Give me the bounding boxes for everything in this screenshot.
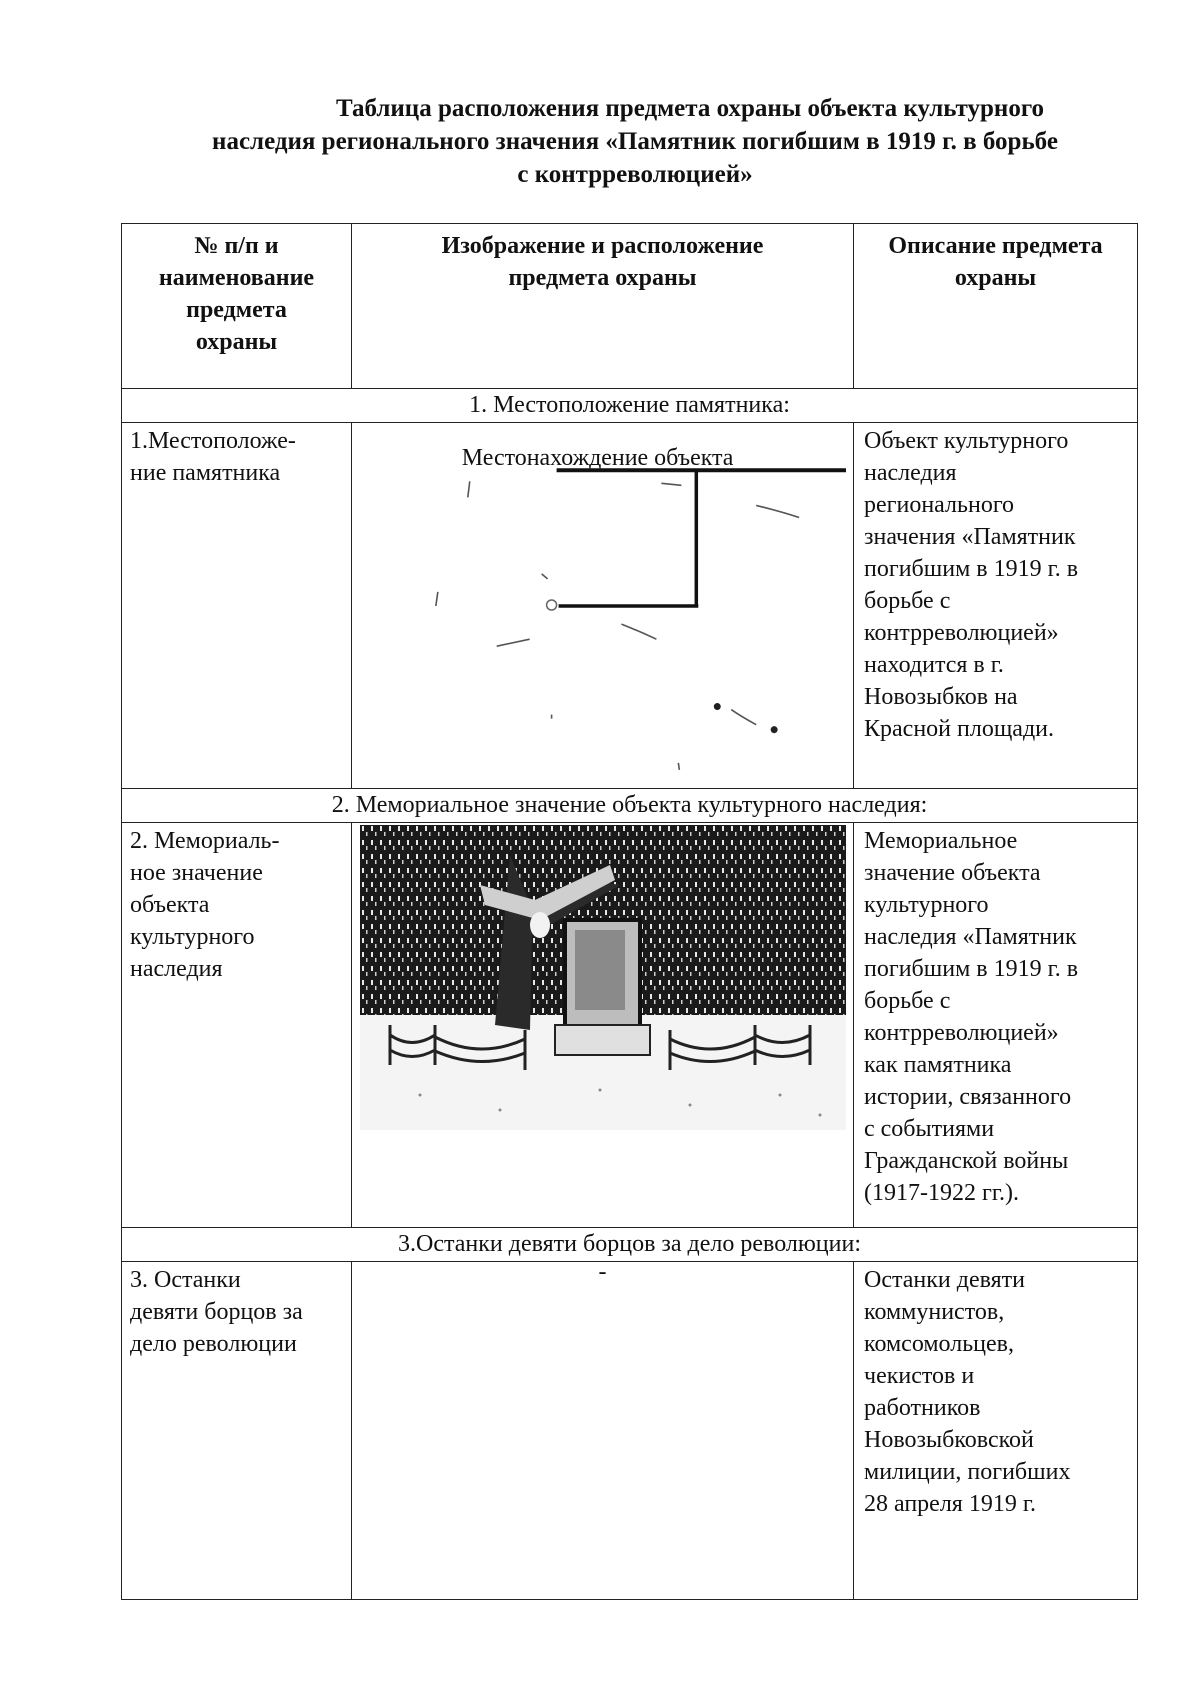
table-header-row [122,224,1138,389]
title-line-1: Таблица расположения предмета охраны объекта культурного [335,95,1045,122]
table-row [122,823,1138,1228]
image-placeholder-dash: - [598,1259,607,1285]
section-1-heading: 1. Местоположение памятника: [122,389,1138,423]
location-map-drawing [352,423,853,788]
section-3-description: Останки девяти коммунистов, комсомольцев, чекистов и работников Новозыбковской милиции, погибших 28 апреля 1919 г. [854,1262,1138,1600]
table-row [122,1262,1138,1600]
section-heading-row [122,789,1138,823]
map-dot [714,703,721,710]
monument-plaque [575,930,625,1010]
title-line-3: с контрреволюцией» [517,161,753,188]
header-description: Описание предмета охраны [854,224,1138,389]
section-heading-row [122,389,1138,423]
table-row [122,423,1138,789]
section-3-name: 3. Останки девяти борцов за дело революции [122,1262,352,1600]
document-title [140,92,1130,191]
section-1-description: Объект культурного наследия регионального значения «Памятник погибшим в 1919 г. в борьбе с контрреволюцией» находится в г. Новозыбков на Красной площади. [854,423,1138,789]
section-2-name: 2. Мемориаль- ное значение объекта культурного наследия [122,823,352,1228]
location-map [352,423,854,789]
section-heading-row [122,1228,1138,1262]
monument-base [555,1025,650,1055]
section-3-image-cell [352,1259,854,1600]
header-number-name: № п/п и наименование предмета охраны [122,224,352,389]
header-image-location: Изображение и расположение предмета охраны [352,224,854,389]
location-marker [547,600,557,610]
protection-table [121,223,1138,1600]
section-3-heading: 3.Останки девяти борцов за дело революции: [122,1228,1138,1262]
section-2-heading: 2. Мемориальное значение объекта культурного наследия: [122,789,1138,823]
title-line-2: наследия регионального значения «Памятник погибшим в 1919 г. в борьбе [212,128,1058,155]
memorial-photo-cell [352,823,854,1228]
map-speckles [436,481,799,770]
section-1-name: 1.Местоположе- ние памятника [122,423,352,789]
map-label: Местонахождение объекта [461,445,734,472]
lamp [530,912,550,938]
map-dot [771,726,778,733]
section-2-description: Мемориальное значение объекта культурного наследия «Памятник погибшим в 1919 г. в борьбе с контрреволюцией» как памятника истории, связанного с событиями Гражданской войны (1917-1922 гг.). [854,823,1138,1228]
memorial-photo [360,825,846,1130]
